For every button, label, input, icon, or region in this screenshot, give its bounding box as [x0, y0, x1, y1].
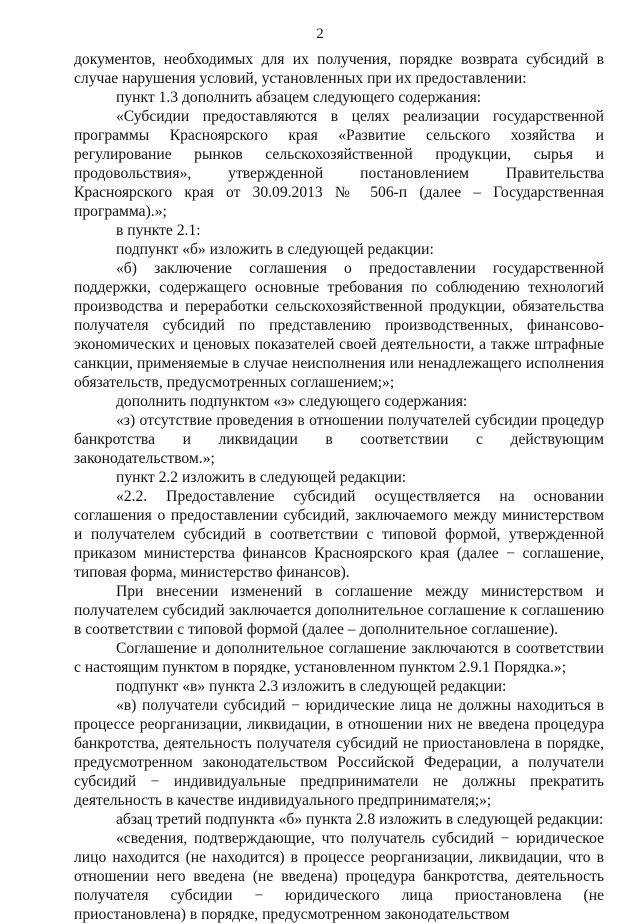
paragraph: пункт 2.2 изложить в следующей редакции: [116, 469, 407, 486]
paragraph: При внесении изменений в соглашение между министерством и получателем субсидий заключается дополнительное соглашение к соглашению в соответствии с типовой формой (далее – дополнительное соглашение). [74, 583, 604, 638]
document-body [74, 50, 604, 924]
paragraph: «Субсидии предоставляются в целях реализации государственной программы Красноярского края «Развитие сельского хозяйства и регулирование рынков сельскохозяйственной продукции, сырья и продовольствия», утвержденной постановлением Правительства Красноярского края от 30.09.2013 № 506-п (далее – Государственная программа).»; [74, 108, 604, 220]
paragraph: подпункт «б» изложить в следующей редакции: [116, 241, 434, 258]
paragraph: Соглашение и дополнительное соглашение заключаются в соответствии с настоящим пунктом в порядке, установленном пунктом 2.9.1 Порядка.»; [74, 640, 604, 676]
page-number: 2 [316, 26, 324, 42]
paragraph: в пункте 2.1: [116, 222, 201, 239]
paragraph: пункт 1.3 дополнить абзацем следующего содержания: [116, 89, 482, 106]
paragraph: «з) отсутствие проведения в отношении получателей субсидии процедур банкротства и ликвидации в соответствии с действующим законодательством.»; [74, 412, 604, 467]
paragraph: «2.2. Предоставление субсидий осуществляется на основании соглашения о предоставлении субсидий, заключаемого между министерством и получателем субсидий в соответствии с типовой формой, утвержденной приказом министерства финансов Красноярского края (далее − соглашение, типовая форма, министерство финансов). [74, 488, 604, 581]
paragraph: «в) получатели субсидий − юридические лица не должны находиться в процессе реорганизации, ликвидации, в отношении них не введена процедура банкротства, деятельность получателя субсидий не приостановлена в порядке, предусмотренном законодательством Российской Федерации, а получатели субсидий − индивидуальные предприниматели не должны прекратить деятельность в качестве индивидуального предпринимателя;»; [74, 697, 604, 809]
paragraph: абзац третий подпункта «б» пункта 2.8 изложить в следующей редакции: [116, 811, 604, 828]
paragraph: «б) заключение соглашения о предоставлении государственной поддержки, содержащего основные требования по соблюдению технологий производства и переработки сельскохозяйственной продукции, обязательства получателя субсидий по представлению производственных, финансово-экономических и ценовых показателей своей деятельности, а также штрафные санкции, применяемые в случае неисполнения или ненадлежащего исполнения обязательств, предусмотренных соглашением;»; [74, 260, 604, 391]
paragraph: дополнить подпунктом «з» следующего содержания: [116, 393, 468, 410]
paragraph: подпункт «в» пункта 2.3 изложить в следующей редакции: [116, 678, 507, 695]
paragraph: документов, необходимых для их получения, порядке возврата субсидий в случае нарушения условий, установленных при их предоставлении: [74, 51, 604, 87]
paragraph: «сведения, подтверждающие, что получатель субсидий − юридическое лицо находится (не находится) в процессе реорганизации, ликвидации, что в отношении него введена (не введена) процедура банкротства, деятельность получателя субсидии − юридического лица приостановлена (не приостановлена) в порядке, предусмотренном законодательством [74, 830, 604, 923]
